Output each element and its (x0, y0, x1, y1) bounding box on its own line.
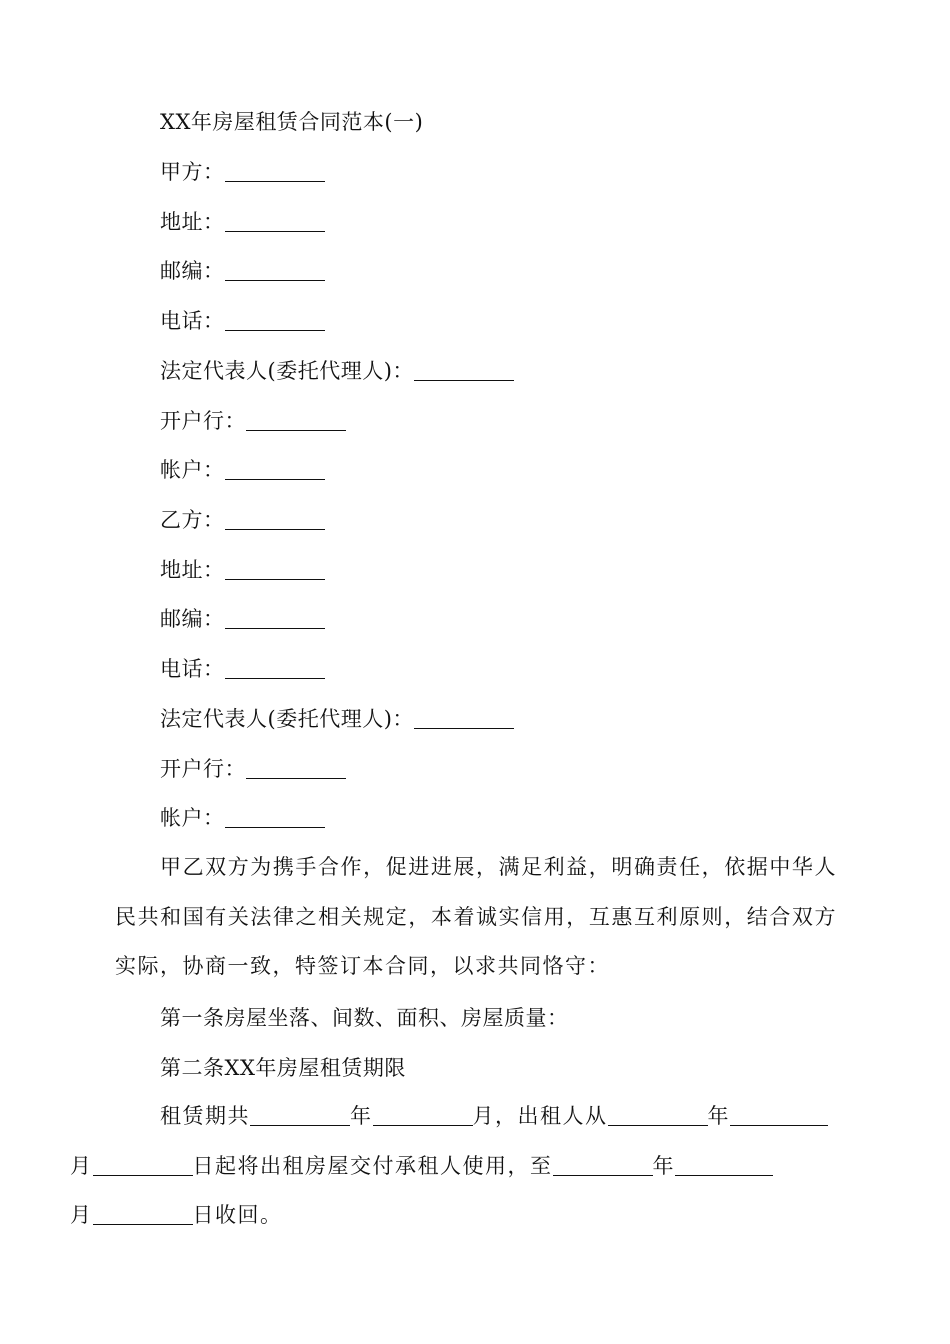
party-b-account-field (160, 804, 325, 832)
party-b-address-field (160, 556, 325, 584)
article-1-text: 第一条房屋坐落、间数、面积、房屋质量： (160, 1006, 569, 1030)
lease-term-paragraph (70, 1092, 837, 1241)
party-a-postcode-label: 邮编： (160, 259, 225, 283)
party-b-address-blank[interactable] (225, 559, 325, 580)
lease-years-blank[interactable] (250, 1105, 350, 1126)
party-a-phone-blank[interactable] (225, 310, 325, 331)
party-b-legal-rep-blank[interactable] (414, 708, 514, 729)
party-a-account-field (160, 456, 325, 484)
party-b-legal-rep-label: 法定代表人(委托代理人)： (160, 707, 414, 731)
end-day-blank[interactable] (93, 1204, 193, 1225)
article-2-heading (160, 1054, 406, 1082)
party-a-address-label: 地址： (160, 210, 225, 234)
party-a-postcode-field (160, 257, 325, 285)
party-b-phone-blank[interactable] (225, 658, 325, 679)
party-a-legal-rep-label: 法定代表人(委托代理人)： (160, 359, 414, 383)
party-b-account-label: 帐户： (160, 806, 225, 830)
party-a-bank-label: 开户行： (160, 409, 246, 433)
party-b-address-label: 地址： (160, 558, 225, 582)
start-year-blank[interactable] (608, 1105, 708, 1126)
lease-text-7: 年 (652, 1153, 675, 1178)
party-a-postcode-blank[interactable] (225, 260, 325, 281)
party-b-legal-rep-field (160, 705, 514, 733)
lease-text-8: 月 (70, 1203, 93, 1227)
article-2-text: 第二条XX年房屋租赁期限 (160, 1056, 406, 1080)
preamble-paragraph: 甲乙双方为携手合作，促进进展，满足利益，明确责任，依据中华人民共和国有关法律之相关规定，本着诚实信用，互惠互利原则，结合双方实际，协商一致，特签订本合同，以求共同恪守： (115, 855, 837, 978)
party-b-name-field (160, 506, 325, 534)
start-day-blank[interactable] (93, 1155, 193, 1176)
party-a-account-blank[interactable] (225, 459, 325, 480)
party-a-name-blank[interactable] (225, 161, 325, 182)
party-b-name-blank[interactable] (225, 509, 325, 530)
party-b-postcode-field (160, 605, 325, 633)
lease-text-2: 年 (350, 1104, 373, 1128)
party-a-legal-rep-blank[interactable] (414, 360, 514, 381)
start-month-blank[interactable] (730, 1105, 828, 1126)
party-a-legal-rep-field (160, 357, 514, 385)
title-text: XX年房屋租赁合同范本(一) (160, 110, 424, 134)
party-b-label: 乙方： (160, 508, 225, 532)
party-b-postcode-label: 邮编： (160, 607, 225, 631)
party-a-bank-blank[interactable] (246, 410, 346, 431)
lease-text-9: 日收回。 (192, 1203, 283, 1227)
document-title (160, 108, 423, 136)
lease-months-blank[interactable] (373, 1105, 473, 1126)
party-a-phone-label: 电话： (160, 309, 225, 333)
party-a-name-field (160, 158, 325, 186)
party-b-phone-field (160, 655, 325, 683)
party-b-phone-label: 电话： (160, 657, 225, 681)
end-month-blank[interactable] (675, 1155, 773, 1176)
party-a-address-blank[interactable] (225, 211, 325, 232)
party-a-label: 甲方： (160, 160, 225, 184)
lease-text-6: 日起将出租房屋交付承租人使用，至 (192, 1153, 553, 1178)
party-b-bank-blank[interactable] (246, 758, 346, 779)
party-b-account-blank[interactable] (225, 807, 325, 828)
party-a-address-field (160, 208, 325, 236)
lease-text-3: 月，出租人从 (472, 1104, 608, 1128)
party-a-phone-field (160, 307, 325, 335)
lease-text-1: 租赁期共 (160, 1104, 250, 1128)
party-b-bank-label: 开户行： (160, 757, 246, 781)
article-1-heading (160, 1004, 569, 1032)
party-b-postcode-blank[interactable] (225, 608, 325, 629)
party-a-account-label: 帐户： (160, 458, 225, 482)
lease-text-5: 月 (70, 1153, 93, 1178)
party-a-bank-field (160, 407, 346, 435)
party-b-bank-field (160, 755, 346, 783)
end-year-blank[interactable] (553, 1155, 653, 1176)
lease-text-4: 年 (707, 1104, 730, 1128)
